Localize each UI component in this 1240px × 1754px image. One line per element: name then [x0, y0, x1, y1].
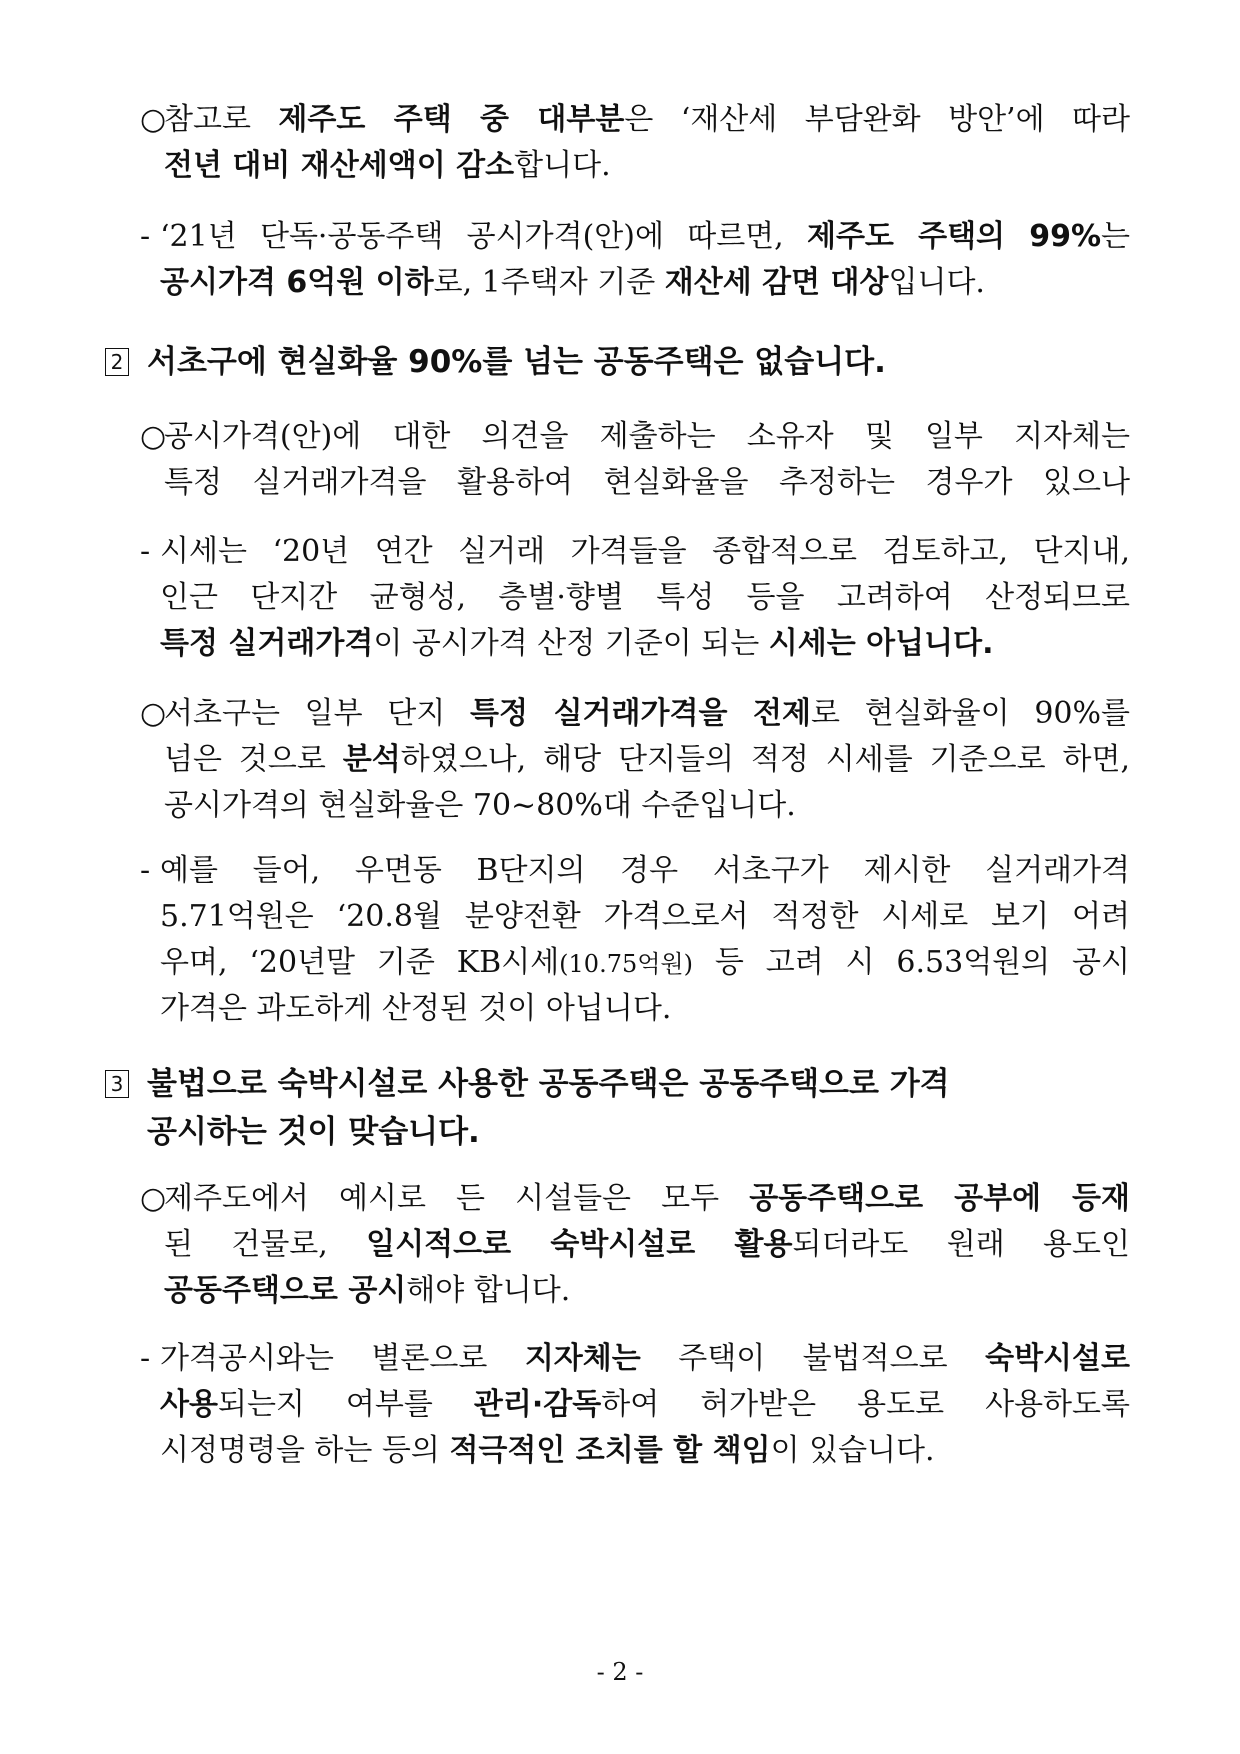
- text-run: 참고로: [164, 102, 279, 137]
- dash-paragraph-1: [140, 214, 1130, 306]
- text-run: 제주도에서 예시로 든 시설들은 모두: [164, 1181, 750, 1216]
- heading-line: [105, 1060, 1025, 1108]
- text-run: 이 있습니다.: [770, 1433, 935, 1468]
- text-line: [140, 1428, 1130, 1474]
- dash-paragraph-2: [140, 529, 1130, 667]
- bullet-marker: ○: [140, 102, 167, 137]
- text-line: [140, 97, 1130, 143]
- text-line: [140, 1268, 1130, 1314]
- text-run: 로, 1주택자 기준: [433, 265, 665, 300]
- text-run-small: (10.75억원): [559, 950, 693, 978]
- text-run: 입니다.: [888, 265, 985, 300]
- text-run: 등 고려 시 6.53억원의 공시: [692, 945, 1130, 980]
- text-run: 는: [1101, 219, 1131, 254]
- text-run: 해야 합니다.: [406, 1273, 571, 1308]
- dash-marker: -: [140, 853, 151, 888]
- text-run: 가격은 과도하게 산정된 것이 아닙니다.: [160, 991, 672, 1026]
- text-line: [140, 940, 1130, 986]
- bold-run: 재산세 감면 대상: [664, 265, 889, 300]
- text-line: [140, 214, 1130, 260]
- bullet-marker: ○: [140, 419, 167, 454]
- bold-run: 숙박시설로: [985, 1341, 1130, 1376]
- bold-run: 공동주택으로 공시: [164, 1273, 407, 1308]
- section-heading-2: [105, 338, 1095, 386]
- bold-run: 공시가격 6억원 이하: [160, 265, 434, 300]
- text-line: [140, 691, 1130, 737]
- text-run: 가격공시와는 별론으로: [160, 1341, 525, 1376]
- bullet-marker: ○: [140, 1181, 167, 1216]
- bold-run: 분석: [342, 742, 401, 777]
- text-line: [140, 1176, 1130, 1222]
- bold-run: 지자체는: [524, 1341, 641, 1376]
- bold-run: 적극적인 조치를 할 책임: [449, 1433, 771, 1468]
- text-run: 공시가격의 현실화율은 70~80%대 수준입니다.: [164, 788, 796, 823]
- text-run: 예를 들어, 우면동 B단지의 경우 서초구가 제시한 실거래가격: [160, 853, 1130, 888]
- text-run: 하여 허가받은 용도로 사용하도록: [601, 1387, 1130, 1422]
- bold-run: 제주도 주택의 99%: [806, 219, 1102, 254]
- bold-run: 특정 실거래가격: [160, 626, 374, 661]
- heading-line: [105, 1108, 1025, 1156]
- section-title: 서초구에 현실화율 90%를 넘는 공동주택은 없습니다.: [147, 344, 886, 380]
- bold-run: 시세는 아닙니다.: [768, 626, 994, 661]
- bullet-paragraph-2: [140, 414, 1130, 506]
- text-run: 되는지 여부를: [217, 1387, 474, 1422]
- bold-run: 제주도 주택 중 대부분: [278, 102, 625, 137]
- text-line: [140, 783, 1130, 829]
- bold-run: 특정 실거래가격을 전제: [469, 696, 812, 731]
- text-line: [140, 143, 1130, 189]
- text-run: 서초구는 일부 단지: [164, 696, 470, 731]
- section-number-box: 2: [105, 348, 129, 376]
- bullet-paragraph-1: [140, 97, 1130, 189]
- bold-run: 공동주택으로 공부에 등재: [749, 1181, 1130, 1216]
- dash-marker: -: [140, 1341, 151, 1376]
- text-line: [140, 894, 1130, 940]
- bold-run: 일시적으로 숙박시설로 활용: [366, 1227, 793, 1262]
- text-run: 하였으나, 해당 단지들의 적정 시세를 기준으로 하면,: [400, 742, 1130, 777]
- dash-paragraph-3: [140, 848, 1130, 1032]
- text-line: [140, 737, 1130, 783]
- text-line: [140, 848, 1130, 894]
- bold-run: 전년 대비 재산세액이 감소: [164, 148, 515, 183]
- dash-marker: -: [140, 534, 151, 569]
- text-line: [140, 986, 1130, 1032]
- bold-run: 관리·감독: [473, 1387, 602, 1422]
- section-heading-3: [105, 1060, 1025, 1156]
- bullet-paragraph-3: [140, 691, 1130, 829]
- text-line: [140, 575, 1130, 621]
- text-line: [140, 1222, 1130, 1268]
- section-title: 불법으로 숙박시설로 사용한 공동주택은 공동주택으로 가격: [147, 1066, 950, 1102]
- text-run: 특정 실거래가격을 활용하여 현실화율을 추정하는 경우가 있으나: [164, 465, 1130, 500]
- text-run: 넘은 것으로: [164, 742, 343, 777]
- text-line: [140, 621, 1130, 667]
- text-run: 합니다.: [514, 148, 611, 183]
- text-line: [140, 260, 1130, 306]
- text-run: 되더라도 원래 용도인: [792, 1227, 1130, 1262]
- text-run: 시세는 ‘20년 연간 실거래 가격들을 종합적으로 검토하고, 단지내,: [160, 534, 1130, 569]
- heading-line: [105, 338, 1095, 386]
- text-run: 시정명령을 하는 등의: [160, 1433, 450, 1468]
- text-run: 5.71억원은 ‘20.8월 분양전환 가격으로서 적정한 시세로 보기 어려: [160, 899, 1130, 934]
- text-line: [140, 414, 1130, 460]
- bullet-paragraph-4: [140, 1176, 1130, 1314]
- text-line: [140, 460, 1130, 506]
- bold-run: 사용: [160, 1387, 218, 1422]
- text-run: 이 공시가격 산정 기준이 되는: [373, 626, 769, 661]
- text-run: 인근 단지간 균형성, 층별·향별 특성 등을 고려하여 산정되므로: [160, 580, 1130, 615]
- text-line: [140, 1336, 1130, 1382]
- section-title: 공시하는 것이 맞습니다.: [147, 1114, 480, 1150]
- text-run: 은 ‘재산세 부담완화 방안’에 따라: [624, 102, 1130, 137]
- section-number-box: 3: [105, 1070, 129, 1098]
- text-run: 주택이 불법적으로: [640, 1341, 986, 1376]
- text-run: 로 현실화율이 90%를: [811, 696, 1130, 731]
- text-line: [140, 1382, 1130, 1428]
- page-number: - 2 -: [596, 1658, 644, 1686]
- bullet-marker: ○: [140, 696, 167, 731]
- dash-paragraph-4: [140, 1336, 1130, 1474]
- text-run: 공시가격(안)에 대한 의견을 제출하는 소유자 및 일부 지자체는: [164, 419, 1130, 454]
- dash-marker: -: [140, 219, 151, 254]
- text-line: [140, 529, 1130, 575]
- text-run: 우며, ‘20년말 기준 KB시세: [160, 945, 560, 980]
- text-run: ‘21년 단독·공동주택 공시가격(안)에 따르면,: [160, 219, 807, 254]
- text-run: 된 건물로,: [164, 1227, 367, 1262]
